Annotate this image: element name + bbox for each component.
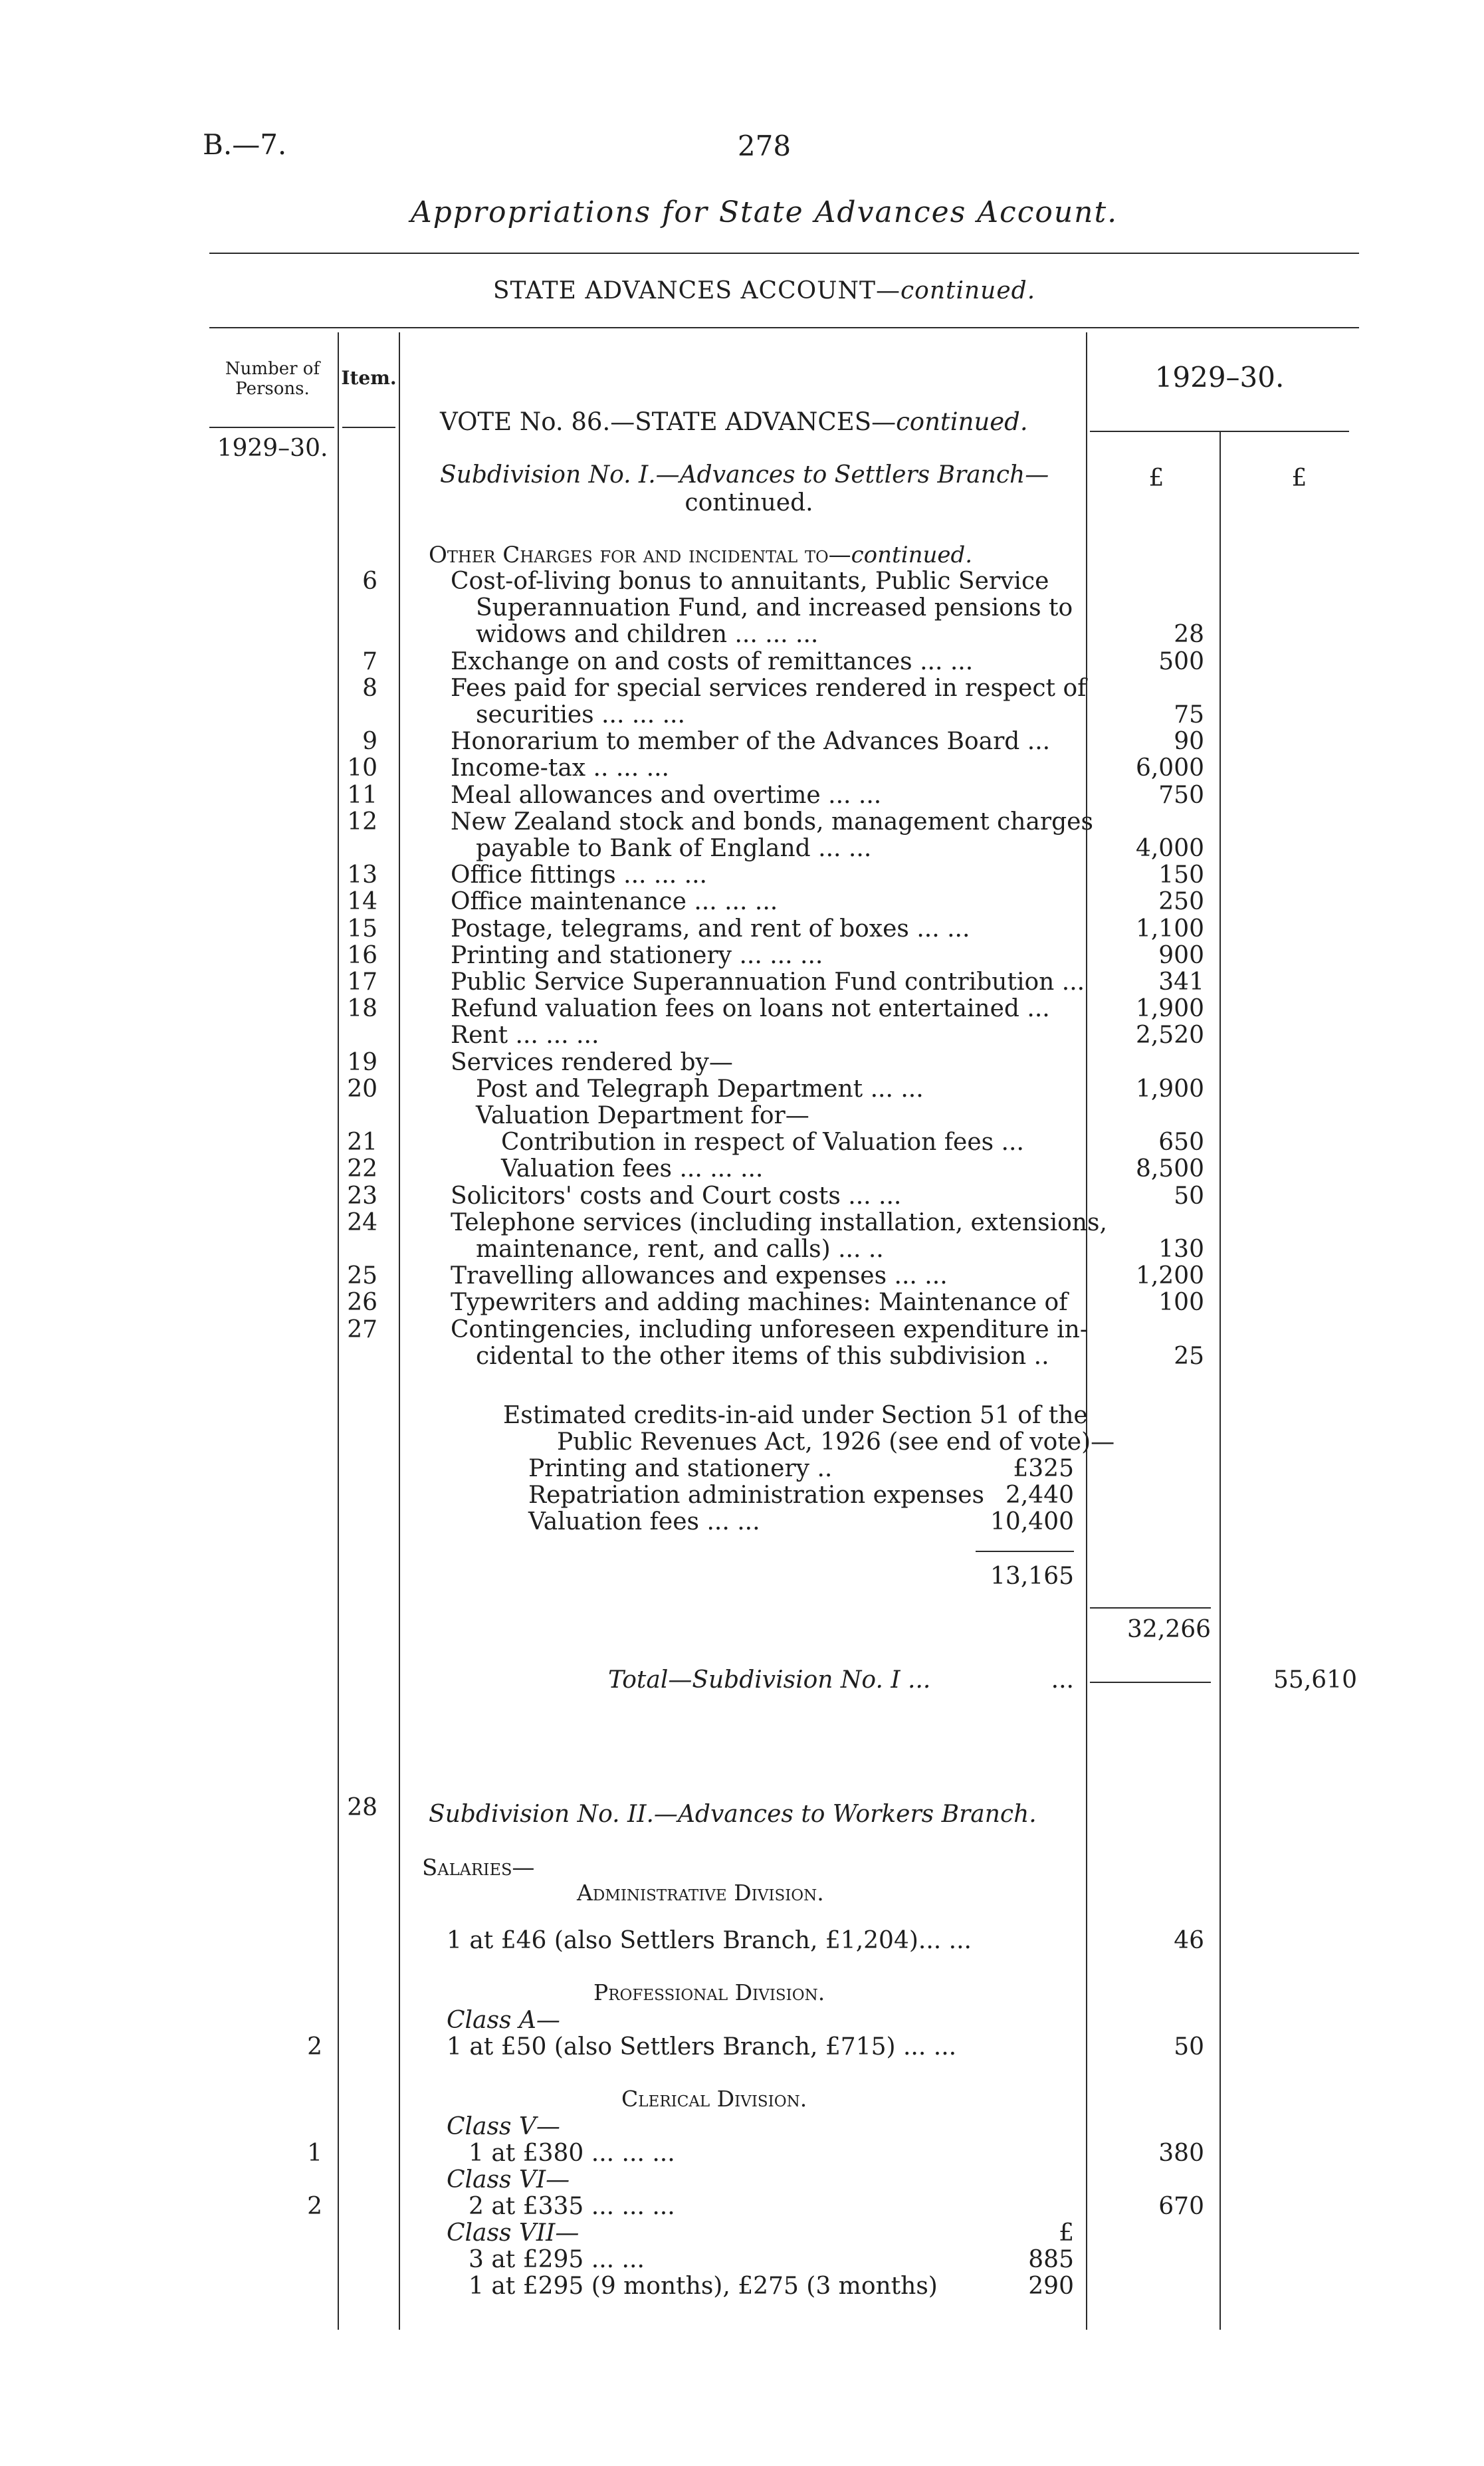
header-rule <box>342 427 395 428</box>
item-amount: 8,500 <box>1135 1155 1204 1183</box>
item-description: Contribution in respect of Valuation fees ... <box>501 1129 1024 1157</box>
divider <box>209 253 1359 254</box>
class-vi-label: Class VI— <box>447 2166 570 2193</box>
class-vii-label: Class VII— <box>447 2219 580 2247</box>
admin-line: 1 at £46 (also Settlers Branch, £1,204)... ... <box>447 1927 972 1954</box>
vote-title-main: VOTE No. 86.—STATE ADVANCES— <box>440 407 897 436</box>
credit-label: Printing and stationery .. <box>528 1455 833 1482</box>
class-vii-value2: 290 <box>1028 2273 1074 2300</box>
credit-value: 2,440 <box>1005 1482 1074 1510</box>
class-v-amount: 380 <box>1158 2140 1204 2167</box>
item-description: Refund valuation fees on loans not entertained ... <box>451 995 1050 1023</box>
item-description: Valuation fees ... ... ... <box>501 1155 764 1183</box>
item-description: Income-tax .. ... ... <box>451 754 669 782</box>
item-number: 9 <box>362 728 377 756</box>
item-description: Office maintenance ... ... ... <box>451 888 778 916</box>
item-number: 8 <box>362 674 377 702</box>
persons-year: 1929–30. <box>217 435 328 462</box>
column-header-item: Item. <box>341 367 397 389</box>
item-description: Contingencies, including unforeseen expenditure in- <box>451 1315 1089 1343</box>
item-description: Travelling allowances and expenses ... ... <box>451 1262 948 1290</box>
item-description: Meal allowances and overtime ... ... <box>451 781 882 809</box>
page-number: 278 <box>737 130 792 162</box>
item-description: Cost-of-living bonus to annuitants, Public Service <box>451 568 1049 595</box>
item-number: 11 <box>347 781 377 809</box>
column-rule <box>1219 432 1221 2330</box>
credits-line2: Public Revenues Act, 1926 (see end of vote)— <box>557 1428 1115 1456</box>
item-description: cidental to the other items of this subdivision .. <box>476 1342 1049 1370</box>
subdivision-title: Subdivision No. I.—Advances to Settlers Branch— <box>440 461 1049 489</box>
item-amount: 90 <box>1174 728 1204 756</box>
item-amount: 1,200 <box>1135 1262 1204 1290</box>
item-description: Services rendered by— <box>451 1048 733 1076</box>
item-number: 13 <box>347 861 377 889</box>
class-vii-pound: £ <box>1059 2219 1074 2247</box>
other-charges-cont: continued. <box>851 542 973 568</box>
item-description: Rent ... ... ... <box>451 1022 599 1050</box>
item-amount: 650 <box>1158 1129 1204 1157</box>
item-description: Solicitors' costs and Court costs ... ... <box>451 1182 902 1210</box>
item-amount: 6,000 <box>1135 754 1204 782</box>
sum-rule <box>976 1551 1074 1552</box>
credits-line1: Estimated credits-in-aid under Section 51 of the <box>503 1402 1088 1429</box>
header-rule <box>209 427 334 428</box>
sum-rule <box>1090 1607 1211 1609</box>
item-number: 28 <box>347 1794 377 1821</box>
subdivision-total-dots: ... <box>1051 1666 1074 1694</box>
item-amount: 341 <box>1158 968 1204 996</box>
document-reference: B.—7. <box>203 128 287 161</box>
item-amount: 150 <box>1158 861 1204 889</box>
total-rule <box>1090 1682 1211 1683</box>
item-number: 14 <box>347 888 377 916</box>
other-charges-label: Other Charges for and incidental to— <box>429 542 851 568</box>
header-rule <box>1090 431 1349 432</box>
pound-sign-col2: £ <box>1291 465 1307 492</box>
item-description: Valuation Department for— <box>476 1102 809 1129</box>
item-description: Superannuation Fund, and increased pensions to <box>476 594 1073 622</box>
item-number: 17 <box>347 968 377 996</box>
item-number: 24 <box>347 1208 377 1236</box>
class-vii-value1: 885 <box>1028 2246 1074 2273</box>
administrative-division-heading: Administrative Division. <box>577 1880 824 1906</box>
item-amount: 130 <box>1158 1236 1204 1263</box>
item-number: 15 <box>347 915 377 943</box>
item-number: 27 <box>347 1315 377 1343</box>
item-number: 22 <box>347 1155 377 1183</box>
item-number: 25 <box>347 1262 377 1290</box>
item-description: widows and children ... ... ... <box>476 621 819 649</box>
item-description: Typewriters and adding machines: Maintenance of <box>451 1289 1068 1317</box>
item-number: 12 <box>347 808 377 836</box>
pound-sign-col1: £ <box>1148 465 1164 492</box>
item-description: Fees paid for special services rendered in respect of <box>451 674 1087 702</box>
class-vi-amount: 670 <box>1158 2193 1204 2220</box>
persons-count: 2 <box>307 2193 322 2220</box>
clerical-division-heading: Clerical Division. <box>621 2086 807 2112</box>
item-description: Exchange on and costs of remittances ... ... <box>451 647 974 675</box>
item-description: maintenance, rent, and calls) ... .. <box>476 1236 884 1263</box>
other-charges-total: 32,266 <box>1127 1616 1211 1643</box>
class-a-label: Class A— <box>447 2007 560 2034</box>
item-description: payable to Bank of England ... ... <box>476 835 872 862</box>
item-amount: 250 <box>1158 888 1204 916</box>
subtitle-continued: continued. <box>900 277 1036 304</box>
vote-title-cont: continued. <box>896 407 1028 436</box>
column-header-persons: Number of Persons. <box>225 359 320 399</box>
subtitle-main: STATE ADVANCES ACCOUNT— <box>492 277 901 304</box>
item-amount: 28 <box>1174 621 1204 649</box>
item-description: Post and Telegraph Department ... ... <box>476 1075 924 1103</box>
item-amount: 100 <box>1158 1289 1204 1317</box>
persons-count: 2 <box>307 2033 322 2061</box>
item-amount: 900 <box>1158 941 1204 969</box>
credit-label: Valuation fees ... ... <box>528 1508 760 1536</box>
class-v-line: 1 at £380 ... ... ... <box>469 2140 675 2167</box>
subdivision-total-amount: 55,610 <box>1273 1666 1357 1694</box>
class-vii-line1: 3 at £295 ... ... <box>469 2246 645 2273</box>
item-amount: 50 <box>1174 1182 1204 1210</box>
subdivision-2-title: Subdivision No. II.—Advances to Workers Branch. <box>429 1801 1037 1828</box>
page-subtitle <box>332 278 1196 304</box>
item-number: 7 <box>362 647 377 675</box>
subdivision-total-label <box>608 1667 930 1694</box>
credit-label: Repatriation administration expenses <box>528 1482 985 1510</box>
class-v-label: Class V— <box>447 2113 560 2140</box>
item-amount: 75 <box>1174 701 1204 729</box>
prof-line: 1 at £50 (also Settlers Branch, £715) ... ... <box>447 2033 957 2061</box>
subdivision-total-text: Total—Subdivision No. I ... <box>608 1666 931 1694</box>
class-vii-line2: 1 at £295 (9 months), £275 (3 months) <box>469 2273 938 2300</box>
item-description: Office fittings ... ... ... <box>451 861 707 889</box>
vote-title <box>440 409 1028 435</box>
item-number: 20 <box>347 1075 377 1103</box>
item-number: 26 <box>347 1289 377 1317</box>
item-amount: 1,900 <box>1135 1075 1204 1103</box>
item-description: Public Service Superannuation Fund contribution ... <box>451 968 1085 996</box>
item-number: 21 <box>347 1129 377 1157</box>
item-number: 10 <box>347 754 377 782</box>
item-description: securities ... ... ... <box>476 701 685 729</box>
persons-count: 1 <box>307 2140 322 2167</box>
subdivision-title-cont: continued. <box>685 489 813 516</box>
credit-value: 10,400 <box>990 1508 1074 1536</box>
salaries-heading: Salaries— <box>422 1854 535 1881</box>
page-title: Appropriations for State Advances Account. <box>410 195 1118 229</box>
other-charges-heading <box>429 542 972 568</box>
professional-division-heading: Professional Division. <box>593 1979 825 2005</box>
item-description: Telephone services (including installation, extensions, <box>451 1208 1107 1236</box>
item-number: 16 <box>347 941 377 969</box>
item-amount: 1,900 <box>1135 995 1204 1023</box>
column-rule <box>399 332 400 2330</box>
item-number: 23 <box>347 1182 377 1210</box>
item-description: Postage, telegrams, and rent of boxes ... ... <box>451 915 970 943</box>
item-amount: 2,520 <box>1135 1022 1204 1050</box>
column-header-year: 1929–30. <box>1154 361 1285 393</box>
item-amount: 4,000 <box>1135 835 1204 862</box>
item-number: 18 <box>347 995 377 1023</box>
class-vi-line: 2 at £335 ... ... ... <box>469 2193 675 2220</box>
item-amount: 1,100 <box>1135 915 1204 943</box>
item-description: New Zealand stock and bonds, management charges <box>451 808 1093 836</box>
credit-value: £325 <box>1013 1455 1074 1482</box>
item-amount: 25 <box>1174 1342 1204 1370</box>
divider <box>209 327 1359 328</box>
prof-amount: 50 <box>1174 2033 1204 2061</box>
item-number: 6 <box>362 568 377 595</box>
item-amount: 750 <box>1158 781 1204 809</box>
item-amount: 500 <box>1158 647 1204 675</box>
item-description: Printing and stationery ... ... ... <box>451 941 823 969</box>
credits-total: 13,165 <box>990 1563 1074 1590</box>
admin-amount: 46 <box>1174 1927 1204 1954</box>
item-number: 19 <box>347 1048 377 1076</box>
item-description: Honorarium to member of the Advances Board ... <box>451 728 1051 756</box>
